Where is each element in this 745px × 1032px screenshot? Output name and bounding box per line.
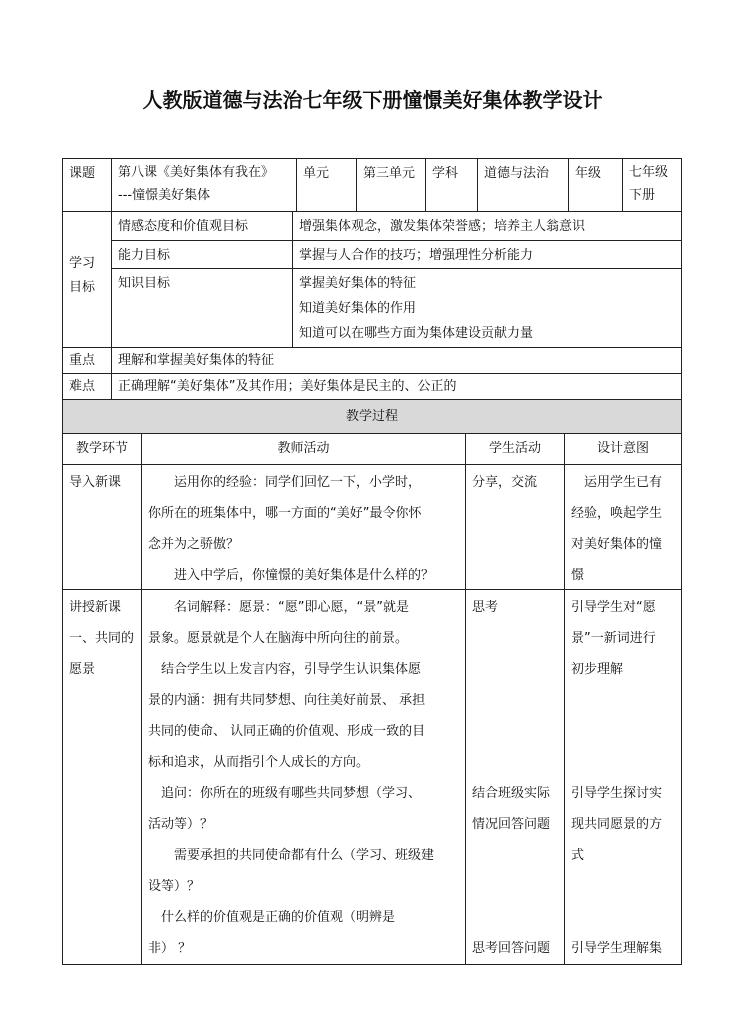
teacher-line: 活动等）？ (148, 817, 214, 832)
objectives-label: 学习 (69, 256, 96, 271)
key-point-cell (111, 347, 682, 374)
lecture-intent-cell (564, 589, 682, 965)
intent-line: 初步理解 (571, 662, 624, 677)
objective-name-cell (111, 268, 293, 348)
difficulty-label-cell (62, 373, 112, 400)
column-header-intent (564, 433, 682, 465)
teacher-line: 进入中学后，你憧憬的美好集体是什么样的？ (174, 568, 435, 583)
stage-line: 一、共同的 (69, 631, 135, 646)
objective-name: 能力目标 (118, 248, 171, 263)
intent-line: 式 (571, 848, 585, 863)
grade-value-cell (622, 158, 682, 212)
student-text: 分享，交流 (472, 475, 538, 490)
column-header-teacher (141, 433, 466, 465)
lecture-teacher-cell (141, 589, 466, 965)
subject-value-cell (477, 158, 569, 212)
objective-name-cell (111, 211, 293, 241)
unit-label: 单元 (303, 166, 330, 181)
teacher-line: 共同的使命、 认同正确的价值观、形成一致的目 (148, 724, 426, 739)
grade-line: 下册 (629, 188, 656, 203)
objective-name: 知识目标 (118, 276, 171, 291)
difficulty-label: 难点 (69, 379, 96, 394)
objective-name: 情感态度和价值观目标 (118, 219, 249, 234)
teacher-line: 追问：你所在的班级有哪些共同梦想（学习、 (161, 786, 422, 801)
column-header-student (465, 433, 565, 465)
difficulty-cell (111, 373, 682, 400)
lecture-student-cell (465, 589, 565, 965)
lesson-title-line: 第八课《美好集体有我在》 (118, 165, 275, 180)
process-heading: 教学过程 (345, 409, 398, 424)
document-title: 人教版道德与法治七年级下册憧憬美好集体教学设计 (142, 88, 603, 112)
column-header-stage (62, 433, 142, 465)
objectives-label: 目标 (69, 280, 96, 295)
intent-line: 对美好集体的憧 (571, 537, 663, 552)
unit-value: 第三单元 (363, 166, 416, 181)
student-line: 思考 (472, 600, 499, 615)
grade-line: 七年级 (629, 165, 669, 180)
grade-label: 年级 (575, 166, 602, 181)
objective-content-line: 掌握美好集体的特征 (299, 276, 417, 291)
lesson-title-cell (111, 158, 297, 212)
objective-content: 掌握与人合作的技巧；增强理性分析能力 (299, 248, 534, 263)
stage-line: 愿景 (69, 662, 96, 677)
teacher-line: 需要承担的共同使命都有什么（学习、班级建 (174, 848, 435, 863)
objective-content-line: 知道可以在哪些方面为集体建设贡献力量 (299, 326, 534, 341)
objectives-label-cell (62, 211, 112, 348)
intro-intent-cell (564, 464, 682, 590)
objective-content: 增强集体观念，激发集体荣誉感；培养主人翁意识 (299, 219, 586, 234)
intro-stage-cell (62, 464, 142, 590)
column-header: 设计意图 (596, 441, 649, 456)
student-line: 思考回答问题 (472, 941, 551, 956)
intent-line: 引导学生对“愿 (571, 600, 656, 615)
grade-label-cell (568, 158, 623, 212)
intent-line: 现共同愿景的方 (571, 817, 663, 832)
column-header: 教学环节 (75, 441, 128, 456)
objective-name-cell (111, 240, 293, 269)
lecture-stage-cell (62, 589, 142, 965)
column-header: 教师活动 (277, 441, 330, 456)
teacher-line: 景的内涵：拥有共同梦想、向往美好前景、 承担 (148, 693, 426, 708)
student-line: 情况回答问题 (472, 817, 551, 832)
teacher-line: 结合学生以上发言内容，引导学生认识集体愿 (161, 662, 422, 677)
subject-label: 学科 (432, 166, 459, 181)
unit-value-cell (356, 158, 426, 212)
stage-line: 讲授新课 (69, 600, 122, 615)
unit-label-cell (296, 158, 357, 212)
student-line: 结合班级实际 (472, 786, 551, 801)
teacher-line: 什么样的价值观是正确的价值观（明辨是 (161, 910, 396, 925)
intent-line: 景”一新词进行 (571, 631, 656, 646)
objective-content-cell (292, 240, 682, 269)
teacher-line: 运用你的经验：同学们回忆一下，小学时， (174, 475, 422, 490)
key-point-label-cell (62, 347, 112, 374)
objective-content-line: 知道美好集体的作用 (299, 301, 417, 316)
teacher-line: 景象。愿景就是个人在脑海中所向往的前景。 (148, 631, 409, 646)
column-header: 学生活动 (488, 441, 541, 456)
subject-value: 道德与法治 (484, 166, 550, 181)
key-point-label: 重点 (69, 353, 96, 368)
intro-teacher-cell (141, 464, 466, 590)
objective-content-cell (292, 268, 682, 348)
teacher-line: 设等）？ (148, 879, 201, 894)
objective-content-cell (292, 211, 682, 241)
teacher-line: 你所在的班集体中，哪一方面的“美好”最令你怀 (148, 506, 422, 521)
intent-line: 引导学生理解集 (571, 941, 663, 956)
intent-line: 运用学生已有 (584, 475, 663, 490)
intent-line: 经验，唤起学生 (571, 506, 663, 521)
intent-line: 憬 (571, 568, 585, 583)
difficulty-text: 正确理解“美好集体”及其作用；美好集体是民主的、公正的 (118, 379, 457, 394)
teacher-line: 标和追求，从而指引个人成长的方向。 (148, 755, 370, 770)
intro-student-cell (465, 464, 565, 590)
lesson-label: 课题 (69, 166, 96, 181)
key-point-text: 理解和掌握美好集体的特征 (118, 353, 275, 368)
teacher-line: 非） ？ (148, 941, 192, 956)
process-heading-cell (62, 399, 682, 434)
lesson-title-line: ---憧憬美好集体 (118, 188, 211, 203)
teacher-line: 念并为之骄傲？ (148, 537, 240, 552)
lesson-label-cell (62, 158, 112, 212)
intent-line: 引导学生探讨实 (571, 786, 663, 801)
stage-text: 导入新课 (69, 475, 122, 490)
subject-label-cell (425, 158, 478, 212)
teacher-line: 名词解释：愿景：“愿”即心愿，“景”就是 (174, 600, 409, 615)
